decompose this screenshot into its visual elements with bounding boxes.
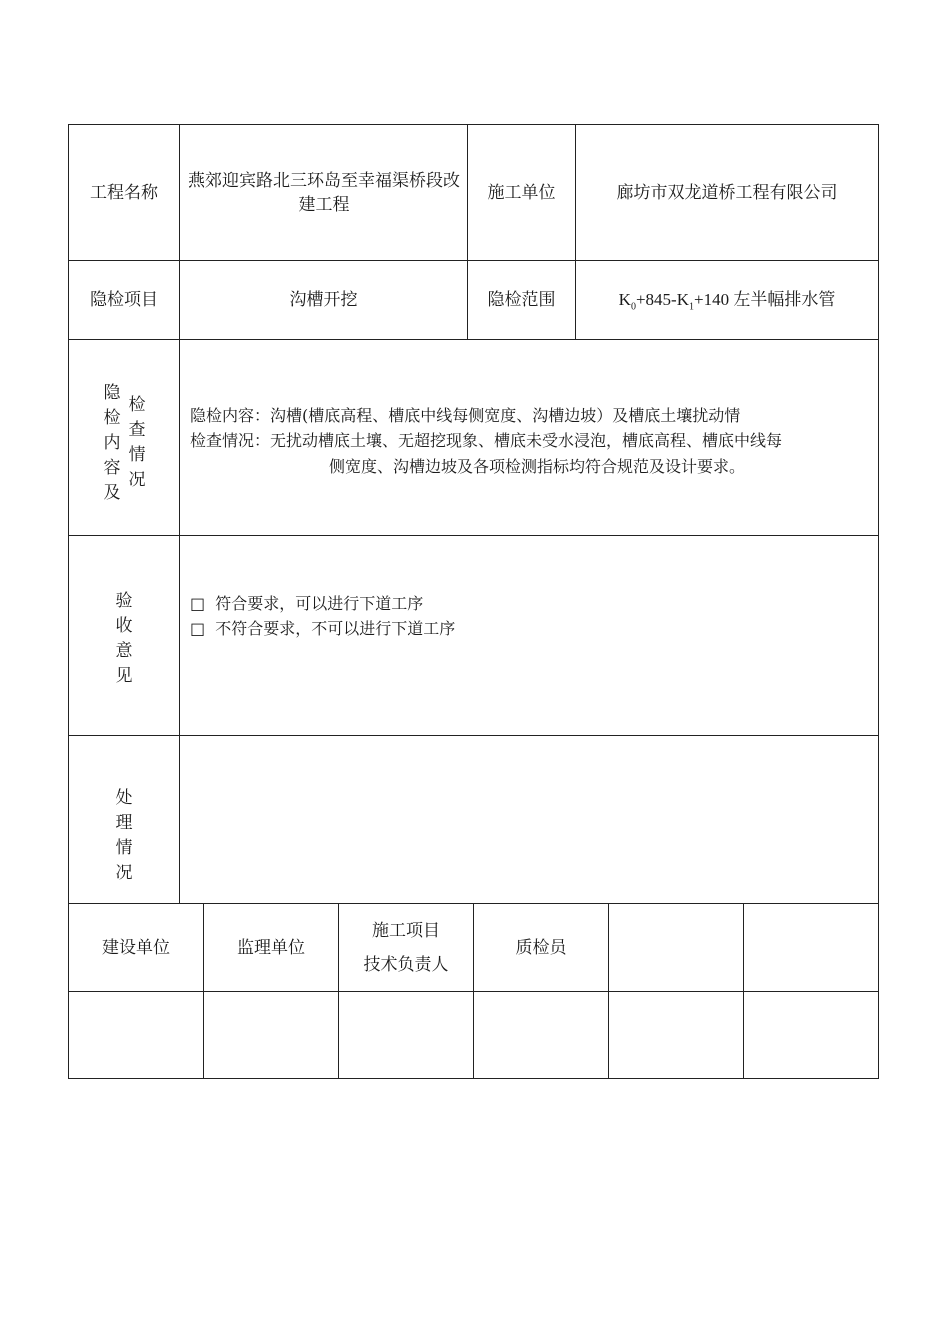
sig-blank-field-2[interactable]	[744, 992, 878, 1078]
content-line-1: 隐检内容：沟槽(槽底高程、槽底中线每侧宽度、沟槽边坡）及槽底土壤扰动情	[190, 406, 741, 425]
sig-blank-header-2	[744, 904, 878, 991]
range-sub1: 1	[688, 301, 694, 313]
range-sub0: 0	[630, 301, 636, 313]
sig-tech-lead-line1: 施工项目	[372, 920, 440, 941]
label-inspection-range: 隐检范围	[487, 290, 556, 310]
label-handling: 处理情况	[115, 788, 133, 883]
sig-tech-lead-field[interactable]	[339, 992, 473, 1078]
label-acceptance: 验收意见	[115, 591, 133, 686]
handling-content[interactable]	[180, 736, 878, 903]
contractor-value: 廊坊市双龙道桥工程有限公司	[616, 182, 838, 203]
sig-inspector-label: 质检员	[515, 937, 567, 958]
option-fail-label: 不符合要求，不可以进行下道工序	[215, 619, 456, 638]
sig-tech-lead-line2: 技术负责人	[363, 954, 449, 975]
sig-supervisor-label: 监理单位	[237, 937, 305, 958]
content-line-2: 检查情况：无扰动槽底土壤、无超挖现象、槽底未受水浸泡，槽底高程、槽底中线每	[190, 431, 783, 450]
content-line-3: 侧宽度、沟槽边坡及各项检测指标均符合规范及设计要求。	[329, 457, 746, 476]
sig-inspector-field[interactable]	[474, 992, 608, 1078]
project-name-value: 燕郊迎宾路北三环岛至幸福渠桥段改建工程	[188, 170, 460, 215]
label-inspection-content: 隐检内容及	[103, 383, 121, 503]
sig-owner-label: 建设单位	[102, 937, 170, 958]
checkbox-pass[interactable]: □	[190, 594, 206, 613]
sig-tech-lead-label	[339, 904, 473, 991]
checkbox-fail[interactable]: □	[190, 619, 206, 638]
label-contractor: 施工单位	[487, 182, 556, 203]
label-inspection-item: 隐检项目	[90, 290, 158, 310]
label-project-name: 工程名称	[90, 182, 158, 203]
inspection-item-value: 沟槽开挖	[289, 290, 358, 310]
range-tail: +140 左半幅排水管	[693, 290, 836, 309]
sig-owner-field[interactable]	[69, 992, 203, 1078]
sig-blank-field-1[interactable]	[609, 992, 743, 1078]
sig-supervisor-field[interactable]	[204, 992, 338, 1078]
inspection-range-value	[576, 261, 878, 339]
option-pass	[190, 592, 423, 616]
range-k0: K	[618, 290, 631, 309]
range-mid: +845-K	[635, 290, 689, 309]
label-check-status: 检查情况	[128, 395, 146, 490]
option-pass-label: 符合要求，可以进行下道工序	[215, 594, 424, 613]
sig-blank-header-1	[609, 904, 743, 991]
option-fail	[190, 617, 455, 641]
